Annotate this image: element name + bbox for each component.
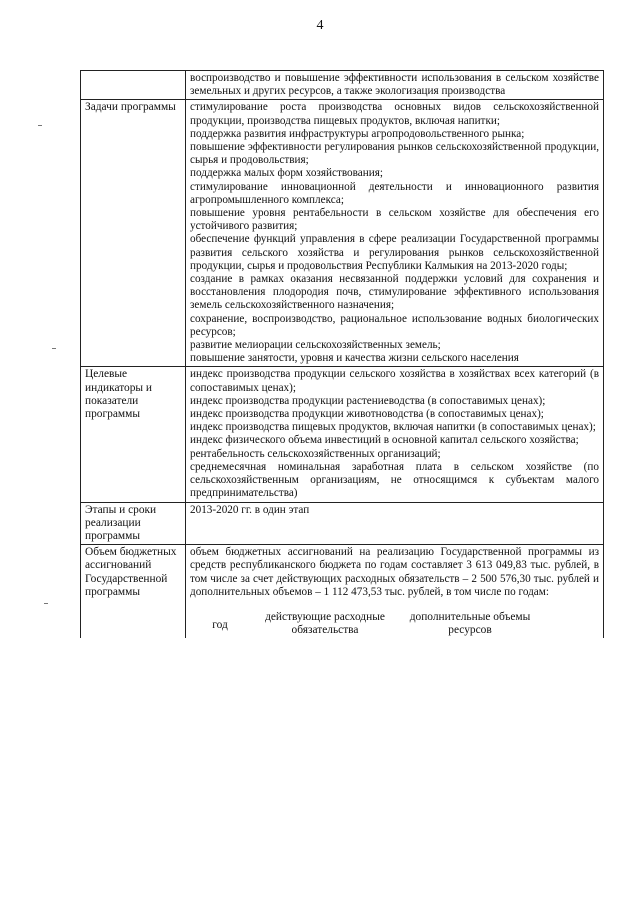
paragraph: поддержка малых форм хозяйствования; <box>190 167 383 180</box>
row-content <box>186 100 604 367</box>
row-content <box>186 545 604 638</box>
paragraph: 2013-2020 гг. в один этап <box>190 503 310 516</box>
paragraph: рентабельность сельскохозяйственных организаций; <box>190 447 441 460</box>
paragraph: обеспечение функций управления в сфере реализации Государственной программы развития сельского хозяйства и регулирования рынков сельскохозяйственной продукции, сырья и продовольствия Республики Калмыкия на 2013-2020 годы; <box>190 233 599 272</box>
paragraph: создание в рамках оказания несвязанной поддержки условий для сохранения и восстановления плодородия почв, стимулирование эффективного использования земель сельскохозяйственного назначения; <box>190 273 599 312</box>
row-label: Объем бюджетных ассигнований Государственной программы <box>81 545 186 638</box>
paragraph: индекс производства продукции растениеводства (в сопоставимых ценах); <box>190 394 546 407</box>
subtable-header-existing: действующие расходные обязательства <box>265 610 385 636</box>
paragraph: повышение эффективности регулирования рынков сельскохозяйственной продукции, сырья и продовольствия; <box>190 141 599 167</box>
paragraph: повышение уровня рентабельности в сельском хозяйстве для обеспечения его устойчивого развития; <box>190 207 599 233</box>
paragraph: развитие мелиорации сельскохозяйственных земель; <box>190 339 441 352</box>
row-label: Этапы и сроки реализации программы <box>81 502 186 545</box>
paragraph: индекс физического объема инвестиций в основной капитал сельского хозяйства; <box>190 434 579 447</box>
paragraph: объем бюджетных ассигнований на реализацию Государственной программы из средств республиканского бюджета по годам составляет 3 613 049,83 тыс. рублей, в том числе за счет действующих расходных обязательств – 2 500 576,30 тыс. рублей и дополнительных объемов – 1 112 473,53 тыс. рублей, в том числе по годам: <box>190 546 599 598</box>
paragraph: стимулирование инновационной деятельности и инновационного развития агропромышленного комплекса; <box>190 180 599 206</box>
paragraph: индекс производства продукции животноводства (в сопоставимых ценах); <box>190 408 544 421</box>
paragraph: стимулирование роста производства основных видов сельскохозяйственной продукции, производства пищевых продуктов, включая напитки; <box>190 101 599 127</box>
scan-mark <box>44 603 48 604</box>
row-label <box>81 71 186 100</box>
page-number: 4 <box>316 18 324 33</box>
subtable-header-additional: дополнительные объемы ресурсов <box>409 610 531 636</box>
row-content <box>186 502 604 545</box>
scan-mark <box>52 348 56 349</box>
table-row <box>81 100 604 367</box>
subtable-header <box>190 611 599 637</box>
paragraph: индекс производства пищевых продуктов, включая напитки (в сопоставимых ценах); <box>190 421 596 434</box>
passport-table <box>80 70 604 638</box>
paragraph: воспроизводство и повышение эффективности использования в сельском хозяйстве земельных и других ресурсов, а также экологизация производства <box>190 72 599 98</box>
paragraph: сохранение, воспроизводство, рациональное использование водных биологических ресурсов; <box>190 312 599 338</box>
row-label: Задачи программы <box>81 100 186 367</box>
table-row <box>81 71 604 100</box>
paragraph: повышение занятости, уровня и качества жизни сельского населения <box>190 352 519 365</box>
paragraph: поддержка развития инфраструктуры агропродовольственного рынка; <box>190 127 525 140</box>
subtable-header-year: год <box>212 618 228 631</box>
paragraph: среднемесячная номинальная заработная плата в сельском хозяйстве (по сельскохозяйственным организациям, не относящимся к субъектам малого предпринимательства) <box>190 460 599 500</box>
row-content <box>186 367 604 502</box>
table-row <box>81 545 604 638</box>
table-row <box>81 367 604 502</box>
scan-mark <box>38 125 42 126</box>
row-label: Целевые индикаторы и показатели программы <box>81 367 186 502</box>
table-row <box>81 502 604 545</box>
row-content <box>186 71 604 100</box>
paragraph: индекс производства продукции сельского хозяйства в хозяйствах всех категорий (в сопоставимых ценах); <box>190 368 599 394</box>
